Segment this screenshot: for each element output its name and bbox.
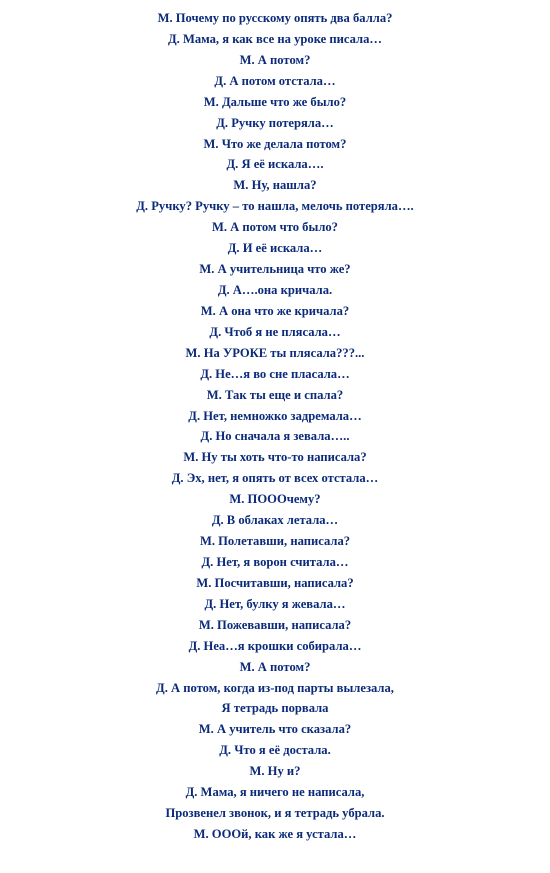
dialogue-line: Д. Нет, я ворон считала… [201, 554, 349, 569]
dialogue-line: М. А учитель что сказала? [198, 722, 352, 737]
dialogue-line: Д. Но сначала я зевала….. [200, 429, 350, 444]
dialogue-line: М. Ну ты хоть что-то написала? [183, 450, 367, 465]
dialogue-line: Д. Нет, булку я жевала… [204, 596, 346, 611]
dialogue-line: М. ОООй, как же я устала… [193, 826, 357, 841]
dialogue-line: М. Ну и? [249, 764, 301, 779]
dialogue-line: М. А она что же кричала? [200, 303, 350, 318]
dialogue-line: Д. Ручку потеряла… [216, 115, 334, 130]
dialogue-line: М. Пожевавши, написала? [198, 617, 352, 632]
dialogue-line: Д. Мама, я ничего не написала, [185, 785, 365, 800]
dialogue-line: Д. Неа…я крошки собирала… [188, 638, 362, 653]
dialogue-line: Я тетрадь порвала [221, 701, 329, 716]
dialogue-page [0, 8, 550, 845]
dialogue-line: М. А потом что было? [212, 220, 338, 235]
dialogue-line: М. Так ты еще и спала? [206, 387, 344, 402]
dialogue-line: Прозвенел звонок, и я тетрадь убрала. [165, 806, 385, 821]
dialogue-line: Д. Нет, немножко задремала… [188, 408, 362, 423]
dialogue-line: Д. А….она кричала. [217, 282, 333, 297]
dialogue-line: М. А потом? [239, 52, 311, 67]
dialogue-line: М. Дальше что же было? [203, 94, 347, 109]
dialogue-line: М. Что же делала потом? [203, 136, 347, 151]
dialogue-line: Д. Не…я во сне пласала… [200, 366, 350, 381]
dialogue-line: М. На УРОКЕ ты плясала???... [185, 345, 365, 360]
dialogue-line: М. Полетавши, написала? [199, 534, 351, 549]
dialogue-line: Д. Я её искала…. [226, 157, 324, 172]
dialogue-line: М. Ну, нашла? [233, 178, 317, 193]
dialogue-line: М. Посчитавши, написала? [196, 575, 354, 590]
dialogue-line: Д. Что я её достала. [219, 743, 331, 758]
dialogue-line: М. ПОООчему? [229, 492, 321, 507]
dialogue-line: М. А учительница что же? [199, 262, 351, 277]
dialogue-line: Д. Чтоб я не плясала… [209, 324, 341, 339]
dialogue-line: Д. В облаках летала… [211, 513, 339, 528]
dialogue-line: Д. Ручку? Ручку – то нашла, мелочь потеряла…. [136, 199, 414, 214]
dialogue-line: М. Почему по русскому опять два балла? [157, 11, 393, 25]
dialogue-line: Д. Эх, нет, я опять от всех отстала… [171, 471, 379, 486]
dialogue-line: Д. И её искала… [227, 241, 323, 256]
dialogue-line: М. А потом? [239, 659, 311, 674]
dialogue-line: Д. А потом отстала… [214, 73, 336, 88]
dialogue-line: Д. Мама, я как все на уроке писала… [168, 31, 382, 46]
dialogue-line: Д. А потом, когда из-под парты вылезала, [156, 680, 394, 695]
